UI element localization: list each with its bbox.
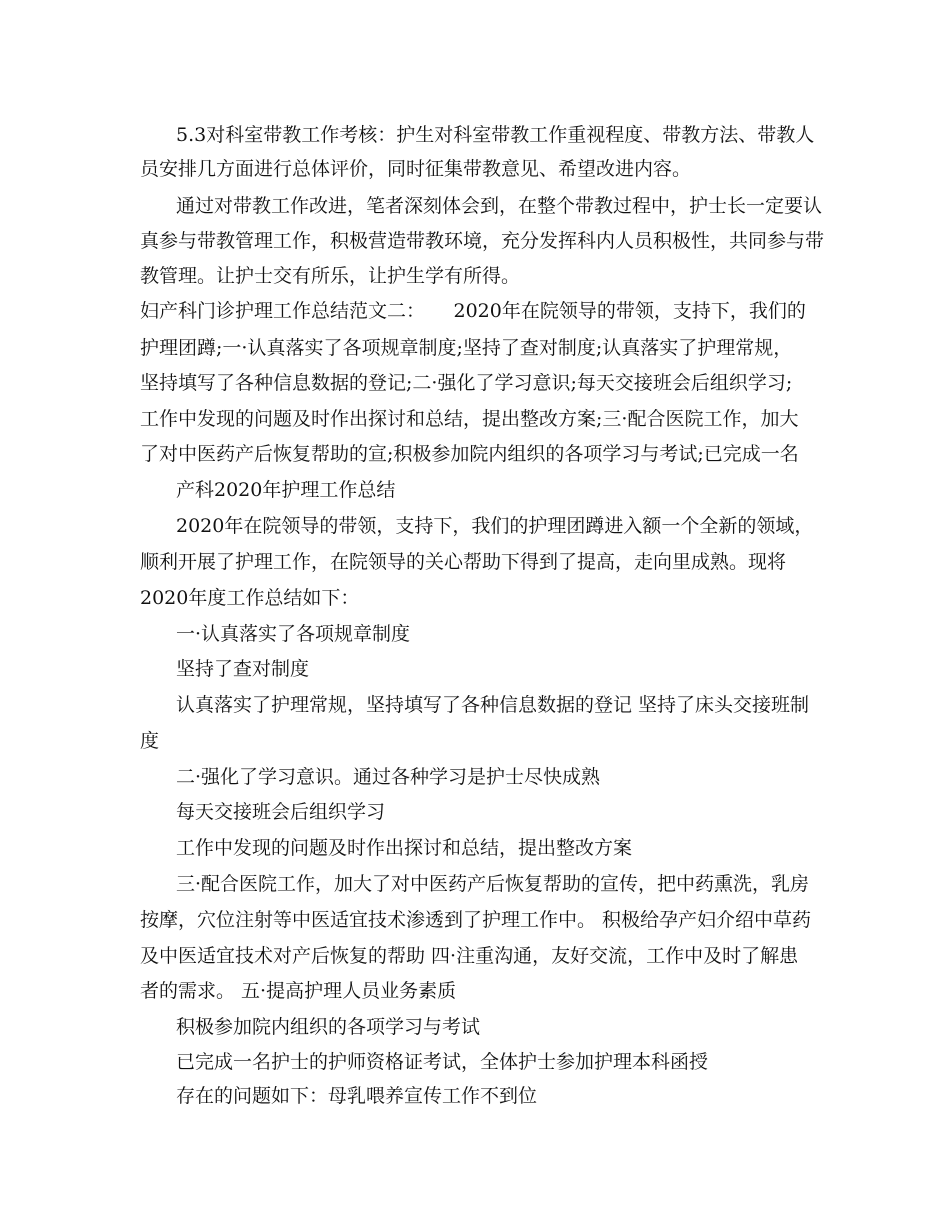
- text-line: 顺利开展了护理工作，在院领导的关心帮助下得到了提高，走向里成熟。现将: [140, 551, 787, 573]
- text-line: 积极参加院内组织的各项学习与考试: [176, 1016, 481, 1038]
- text-line: 按摩，穴位注射等中医适宜技术渗透到了护理工作中。 积极给孕产妇介绍中草药: [140, 909, 812, 931]
- text-line: 及中医适宜技术对产后恢复的帮助 四·注重沟通，友好交流，工作中及时了解患: [140, 945, 799, 967]
- text-line: 存在的问题如下：母乳喂养宣传工作不到位: [176, 1085, 538, 1107]
- text-line: 教管理。让护士交有所乐，让护生学有所得。: [140, 265, 521, 287]
- text-line: 2020年度工作总结如下：: [140, 587, 360, 609]
- text-line: 真参与带教管理工作，积极营造带教环境，充分发挥科内人员积极性，共同参与带: [140, 230, 825, 252]
- text-line: 二·强化了学习意识。通过各种学习是护士尽快成熟: [176, 766, 601, 788]
- text-line: 5.3对科室带教工作考核：护生对科室带教工作重视程度、带教方法、带教人: [176, 124, 815, 146]
- text-line: 2020年在院领导的带领，支持下，我们的护理团蹲进入额一个全新的领域，: [176, 515, 814, 537]
- text-line: 妇产科门诊护理工作总结范文二： 2020年在院领导的带领，支持下，我们的: [140, 300, 806, 322]
- text-line: 坚持了查对制度: [176, 658, 310, 680]
- text-line: 工作中发现的问题及时作出探讨和总结，提出整改方案: [176, 837, 633, 859]
- text-line: 护理团蹲;一·认真落实了各项规章制度;坚持了查对制度;认真落实了护理常规，: [140, 337, 793, 359]
- text-line: 坚持填写了各种信息数据的登记;二·强化了学习意识;每天交接班会后组织学习;: [140, 372, 793, 394]
- text-line: 产科2020年护理工作总结: [176, 479, 396, 501]
- text-line: 一·认真落实了各项规章制度: [176, 623, 411, 645]
- text-line: 了对中医药产后恢复帮助的宣;积极参加院内组织的各项学习与考试;已完成一名: [140, 443, 799, 465]
- text-line: 认真落实了护理常规，坚持填写了各种信息数据的登记 坚持了床头交接班制: [176, 694, 810, 716]
- text-line: 已完成一名护士的护师资格证考试，全体护士参加护理本科函授: [176, 1051, 709, 1073]
- text-line: 通过对带教工作改进，笔者深刻体会到，在整个带教过程中，护士长一定要认: [176, 195, 823, 217]
- text-line: 员安排几方面进行总体评价，同时征集带教意见、希望改进内容。: [140, 158, 692, 180]
- text-line: 者的需求。 五·提高护理人员业务素质: [140, 980, 457, 1002]
- text-line: 三·配合医院工作，加大了对中医药产后恢复帮助的宣传，把中药熏洗，乳房: [176, 873, 810, 895]
- text-line: 度: [140, 730, 160, 752]
- text-line: 每天交接班会后组织学习: [176, 801, 386, 823]
- text-line: 工作中发现的问题及时作出探讨和总结，提出整改方案;三·配合医院工作，加大: [140, 408, 799, 430]
